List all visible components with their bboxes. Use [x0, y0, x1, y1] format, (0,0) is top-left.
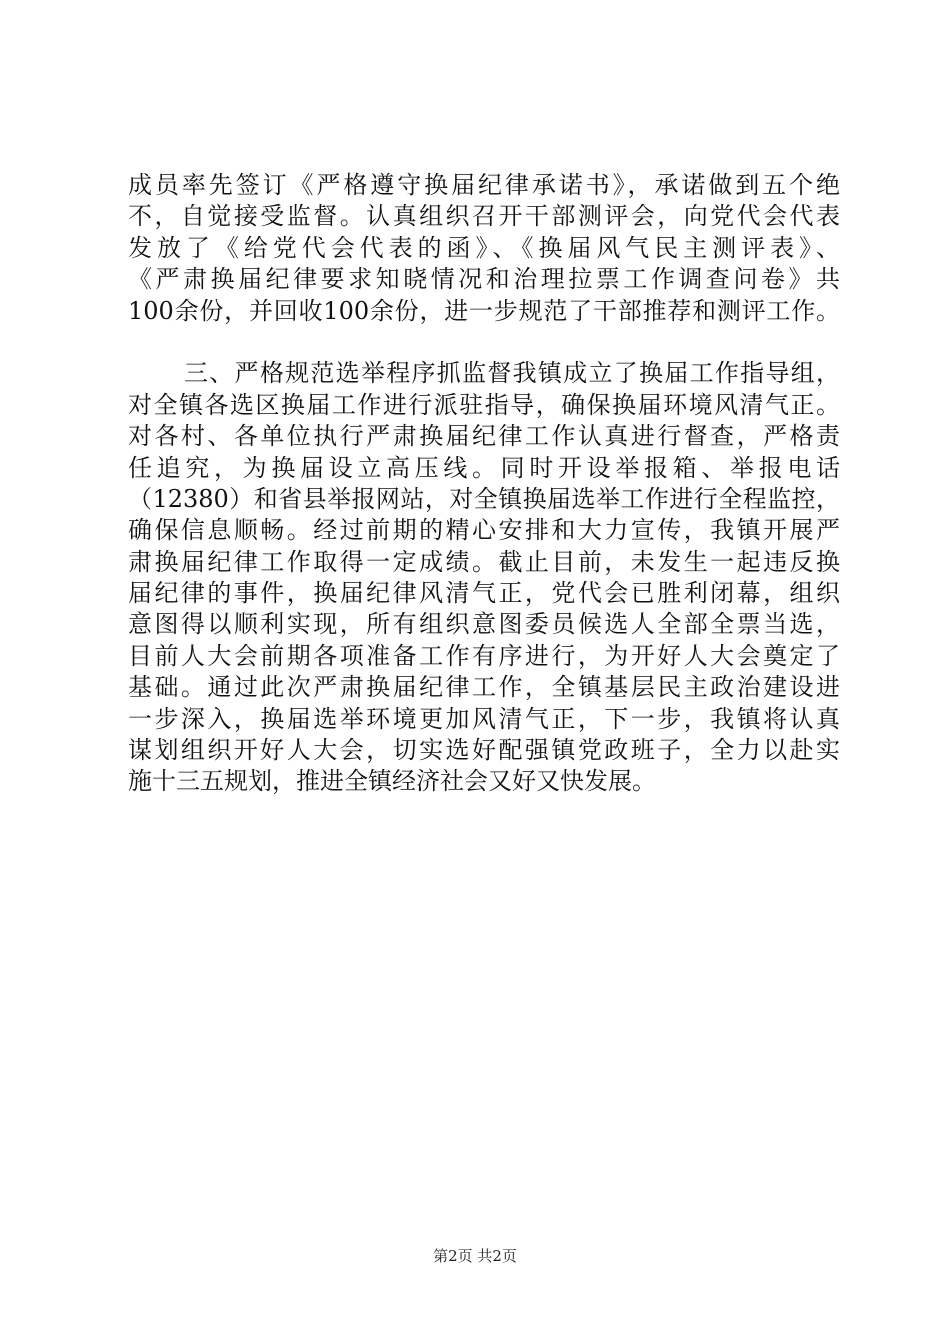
text-line: 目前人大会前期各项准备工作有序进行，为开好人大会奠定了 — [128, 641, 840, 670]
text-line: 成员率先签订《严格遵守换届纪律承诺书》，承诺做到五个绝 — [128, 171, 840, 199]
text-line: 《严肃换届纪律要求知晓情况和治理拉票工作调查问卷》共 — [128, 265, 840, 294]
text-line: 谋划组织开好人大会，切实选好配强镇党政班子，全力以赴实 — [128, 736, 840, 765]
text-line: 三、严格规范选举程序抓监督我镇成立了换届工作指导组， — [184, 359, 840, 388]
text-line: 届纪律的事件，换届纪律风清气正，党代会已胜利闭幕，组织 — [128, 579, 840, 608]
text-line: 肃换届纪律工作取得一定成绩。截止目前，未发生一起违反换 — [128, 547, 840, 576]
text-line: 基础。通过此次严肃换届纪律工作，全镇基层民主政治建设进 — [128, 673, 840, 702]
text-line: 对全镇各选区换届工作进行派驻指导，确保换届环境风清气正。 — [128, 390, 840, 419]
text-line: 一步深入，换届选举环境更加风清气正，下一步，我镇将认真 — [128, 704, 840, 733]
text-line: 不，自觉接受监督。认真组织召开干部测评会，向党代会代表 — [128, 202, 840, 231]
text-line: 对各村、各单位执行严肃换届纪律工作认真进行督查，严格责 — [128, 422, 840, 451]
text-line: 确保信息顺畅。经过前期的精心安排和大力宣传，我镇开展严 — [128, 516, 840, 545]
text-line: 100余份，并回收100余份，进一步规范了干部推荐和测评工作。 — [128, 296, 840, 325]
text-line: 发放了《给党代会代表的函》、《换届风气民主测评表》、 — [128, 233, 840, 262]
text-line: 任追究，为换届设立高压线。同时开设举报箱、举报电话 — [128, 453, 840, 482]
paragraph-1 — [128, 170, 840, 327]
text-line: 意图得以顺利实现，所有组织意图委员候选人全部全票当选， — [128, 610, 840, 639]
document-body — [128, 170, 840, 798]
paragraph-spacer — [128, 327, 840, 358]
text-line: （12380）和省县举报网站，对全镇换届选举工作进行全程监控， — [128, 484, 840, 513]
text-line: 施十三五规划，推进全镇经济社会又好又快发展。 — [128, 767, 656, 796]
page-footer: 第2页 共2页 — [433, 1247, 517, 1265]
paragraph-2 — [128, 358, 840, 797]
